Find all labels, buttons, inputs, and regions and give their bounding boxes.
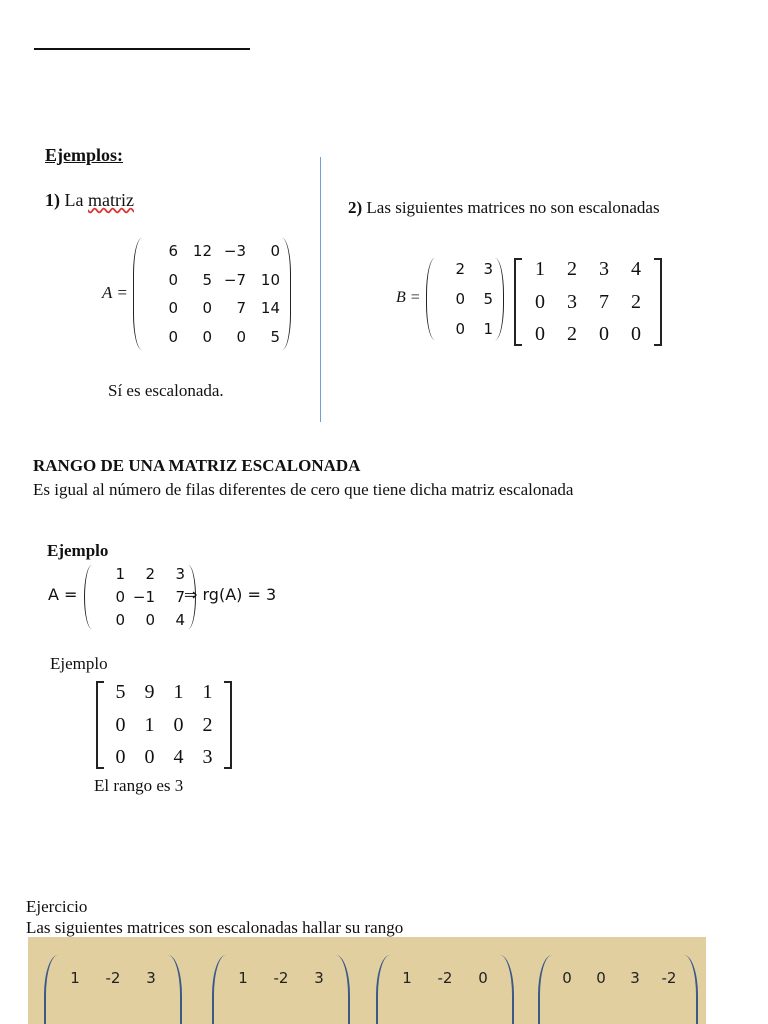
exercise-matrix-cell: -2: [437, 969, 453, 987]
matrix-a-cell: 5: [270, 327, 280, 346]
matrix-c-cell: 3: [599, 258, 609, 280]
exercise-matrix-cell: 1: [70, 969, 80, 987]
matrix-b-label: B =: [396, 289, 421, 306]
matrix-a-cell: 10: [260, 270, 280, 289]
example1-result: Sí es escalonada.: [108, 381, 224, 400]
matrix-a-cell: 7: [236, 299, 246, 318]
matrix-b-cell: 2: [455, 260, 465, 278]
example1-label: 1) La matriz: [45, 190, 134, 210]
matrix-a-cell: 6: [168, 242, 178, 260]
matrix-a-cell: 0: [168, 299, 178, 318]
exercise-text: Las siguientes matrices son escalonadas hallar su rango: [26, 918, 404, 937]
exercise-matrix-2: [210, 949, 352, 1024]
matrix-rank-2-cell: 4: [173, 746, 184, 768]
matrix-rank-2-cell: 0: [144, 746, 155, 768]
example2-result: El rango es 3: [94, 776, 184, 795]
top-rule: [34, 48, 250, 50]
matrix-c-cell: 3: [567, 290, 577, 313]
matrix-rank-2-cell: 1: [202, 681, 213, 703]
matrix-c-cell: 0: [535, 323, 545, 345]
example-title-1: Ejemplo: [47, 541, 109, 560]
matrix-a-cell: 0: [270, 242, 280, 260]
exercise-matrix-cell: -2: [105, 969, 121, 987]
matrix-rank-cell: 7: [175, 588, 185, 606]
matrix-c-cell: 0: [599, 323, 609, 345]
column-divider: [320, 157, 321, 422]
example-title-2: Ejemplo: [50, 654, 108, 673]
matrix-rank-2-cell: 1: [144, 713, 155, 736]
exercise-matrix-cell: -2: [273, 969, 289, 987]
rank-implication: ⇒ rg(A) = 3: [184, 585, 277, 604]
matrix-c-cell: 1: [535, 258, 545, 280]
matrix-c-cell: 2: [567, 258, 577, 280]
matrix-c-cell: 0: [535, 290, 545, 313]
exercise-matrix-cell: -2: [661, 969, 677, 987]
matrix-a: [133, 238, 291, 350]
exercise-matrix-3: [374, 949, 516, 1024]
rank-definition: Es igual al número de filas diferentes de cero que tiene dicha matriz escalonada: [33, 480, 574, 499]
matrix-rank-2-cell: 0: [173, 713, 184, 736]
matrix-rank-2-cell: 1: [173, 681, 184, 703]
matrix-a-cell: 12: [192, 242, 212, 260]
matrix-rank-2-cell: 0: [115, 713, 126, 736]
matrix-a-cell: 0: [202, 327, 212, 346]
exercise-matrix-4: [536, 949, 700, 1024]
matrix-c-cell: 4: [631, 258, 641, 280]
exercise-matrix-cell: 3: [630, 969, 640, 987]
matrix-rank-cell: 3: [175, 565, 185, 583]
matrix-c-cell: 2: [567, 323, 577, 345]
matrix-rank-2-cell: 2: [202, 713, 213, 736]
matrix-rank-example: [84, 565, 196, 629]
matrix-b-cell: 0: [455, 320, 465, 338]
examples-heading: Ejemplos:: [45, 145, 123, 165]
matrix-rank-cell: 4: [175, 611, 185, 629]
matrix-rank-2-cell: 5: [115, 681, 126, 703]
matrix-a-cell: 5: [202, 270, 212, 289]
exercise-matrix-1: [42, 949, 184, 1024]
exercise-matrix-cell: 0: [596, 969, 606, 987]
matrix-rank-cell: −1: [132, 588, 155, 606]
matrix-rank-2-cell: 9: [144, 681, 155, 703]
matrix-c: [514, 258, 662, 346]
matrix-rank-label: A =: [48, 585, 78, 604]
exercise-matrix-cell: 0: [562, 969, 572, 987]
matrix-rank-cell: 0: [115, 611, 125, 629]
exercise-matrices-panel: [28, 937, 706, 1024]
matrix-a-label: A =: [102, 283, 128, 302]
matrix-a-cell: 0: [168, 327, 178, 346]
exercise-matrix-cell: 1: [402, 969, 412, 987]
matrix-b: [426, 258, 504, 340]
matrix-a-cell: 0: [168, 270, 178, 289]
exercise-matrix-cell: 3: [146, 969, 156, 987]
matrix-b-cell: 1: [483, 320, 493, 338]
exercise-matrix-cell: 0: [478, 969, 488, 987]
matrix-b-cell: 3: [483, 260, 493, 278]
matrix-rank-cell: 1: [115, 565, 125, 583]
matrix-b-cell: 5: [483, 290, 493, 308]
matrix-c-cell: 2: [631, 290, 641, 313]
matrix-a-cell: 14: [260, 299, 280, 318]
example2-label: 2) Las siguientes matrices no son escalonadas: [348, 198, 660, 217]
matrix-b-cell: 0: [455, 290, 465, 308]
matrix-rank-2-cell: 3: [202, 746, 213, 768]
matrix-rank-cell: 2: [145, 565, 155, 583]
exercise-matrix-cell: 3: [314, 969, 324, 987]
matrix-c-cell: 0: [631, 323, 641, 345]
matrix-c-cell: 7: [599, 290, 609, 313]
rank-heading: RANGO DE UNA MATRIZ ESCALONADA: [33, 456, 361, 475]
matrix-a-cell: −7: [223, 270, 246, 289]
matrix-a-cell: 0: [202, 299, 212, 318]
matrix-rank-cell: 0: [145, 611, 155, 629]
matrix-rank-2-cell: 0: [115, 746, 126, 768]
exercise-matrix-cell: 1: [238, 969, 248, 987]
matrix-a-cell: 0: [236, 327, 246, 346]
matrix-rank-cell: 0: [115, 588, 125, 606]
matrix-rank-example-2: [96, 681, 232, 769]
exercise-title: Ejercicio: [26, 897, 88, 916]
matrix-a-cell: −3: [223, 242, 246, 260]
